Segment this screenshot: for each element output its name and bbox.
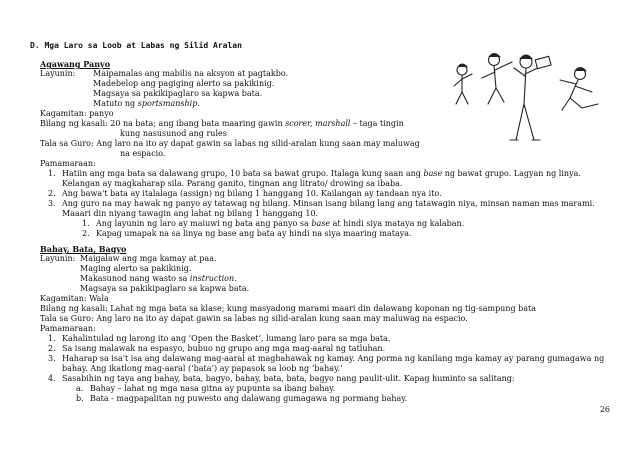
game2-title: Bahay, Bata, Bagyo bbox=[40, 244, 127, 254]
game2-tala: Tala sa Guro: Ang laro na ito ay dapat gawin sa labas ng silid-aralan kung saan may maluwag na espacio. bbox=[40, 314, 468, 323]
game1-layunin-4: Matuto ng sportsmanship. bbox=[93, 99, 200, 108]
game2-step: Sa isang malawak na espasyo, bubuo ng grupo ang mga mag-aaral ng tatluhan. bbox=[62, 344, 386, 353]
game1-step-num: 1. bbox=[48, 169, 56, 178]
game1-step: Hatiin ang mga bata sa dalawang grupo, 10 bata sa bawat grupo. Italaga kung saan ang base ng bawat grupo. Lagyan ng linya. bbox=[62, 169, 581, 178]
game1-bilang-cont: kung nasusunod ang rules bbox=[120, 129, 227, 138]
child-figure-left bbox=[454, 64, 472, 104]
game1-step: Ang bawa't bata ay italalaga (assign) ng bilang 1 hanggang 10. Kailangan ay tandaan nya ito. bbox=[62, 189, 442, 198]
game2-substep: Bahay – lahat ng mga nasa gitna ay pupunta sa ibang bahay. bbox=[90, 384, 336, 393]
children-playing-illustration bbox=[452, 48, 616, 146]
game2-step: Sasabihin ng taya ang bahay, bata, bagyo, bahay, bata, bata, bagyo nang paulit-ulit. Kapag huminto sa salitang: bbox=[62, 374, 515, 383]
game1-step: Ang guro na may hawak ng panyo ay tatawag ng bilang. Minsan isang bilang lang ang tatawagin niya, minsan naman mas marami. bbox=[62, 199, 595, 208]
game2-pamamaraan: Pamamaraan: bbox=[40, 324, 96, 333]
game2-substep-num: a. bbox=[76, 384, 84, 393]
game2-layunin-2: Maging alerto sa pakikinig. bbox=[80, 264, 192, 273]
child-figure-right bbox=[560, 68, 598, 111]
game2-step-num: 2. bbox=[48, 344, 56, 353]
game1-kagamitan: Kagamitan: panyo bbox=[40, 109, 114, 118]
game1-substep: Kapag umapak na sa linya ng base ang bata ay hindi na siya maaring mataya. bbox=[96, 229, 412, 238]
game1-substep-num: 2. bbox=[82, 229, 90, 238]
game2-layunin-4: Magsaya sa pakikipaglaro sa kapwa bata. bbox=[80, 284, 250, 293]
game1-bilang: Bilang ng kasali: 20 na bata; ang ibang bata maaring gawin scorer, marshall – taga tingin bbox=[40, 119, 404, 128]
game2-layunin-3: Makasunod nang wasto sa instruction. bbox=[80, 274, 237, 283]
game1-tala: Tala sa Guro: Ang laro na ito ay dapat gawin sa labas ng silid-aralan kung saan may maluwag bbox=[40, 139, 420, 148]
game1-title: Agawang Panyo bbox=[40, 59, 111, 69]
game2-substep: Bata - magpapalitan ng puwesto ang dalawang gumagawa ng pormang bahay. bbox=[90, 394, 408, 403]
game2-layunin-label: Layunin: bbox=[40, 254, 76, 263]
game1-step-num: 2. bbox=[48, 189, 56, 198]
game1-step-num: 3. bbox=[48, 199, 56, 208]
game2-substep-num: b. bbox=[76, 394, 84, 403]
game2-step: bahay. Ang ikatlong mag-aaral (‘bata’) ay papasok sa loob ng ‘bahay.’ bbox=[62, 364, 343, 373]
game1-pamamaraan: Pamamaraan: bbox=[40, 159, 96, 168]
game1-step: Maaari din niyang tawagin ang lahat ng bilang 1 hanggang 10. bbox=[62, 209, 319, 218]
section-heading: D. Mga Laro sa Loob at Labas ng Silid Aralan bbox=[30, 41, 242, 50]
game1-step: Kelangan ay magkaharap sila. Parang ganito, tingnan ang litrato/ drowing sa ibaba. bbox=[62, 179, 403, 188]
game1-substep-num: 1. bbox=[82, 219, 90, 228]
game2-step-num: 3. bbox=[48, 354, 56, 363]
game2-layunin-1: Maigalaw ang mga kamay at paa. bbox=[80, 254, 217, 263]
game1-layunin-2: Madebelop ang pagiging alerto sa pakikinig. bbox=[93, 79, 275, 88]
game2-step-num: 1. bbox=[48, 334, 56, 343]
child-figure-tall bbox=[510, 55, 551, 140]
game1-substep: Ang layunin ng laro ay maiuwi ng bata ang panyo sa base at hindi siya mataya ng kalaban. bbox=[96, 219, 465, 228]
game2-step-num: 4. bbox=[48, 374, 56, 383]
game1-layunin-1: Maipamalas ang mabilis na aksyon at pagtakbo. bbox=[93, 69, 289, 78]
game2-step: Kahalintulad ng larong ito ang ‘Open the Basket’, lumang laro para sa mga bata. bbox=[62, 334, 391, 343]
game2-bilang: Bilang ng kasali: Lahat ng mga bata sa klase; kung masyadong marami maari din dalawang koponan ng tig-sampung bata bbox=[40, 304, 537, 313]
game1-tala-cont: na espacio. bbox=[120, 149, 166, 158]
page-number: 26 bbox=[599, 405, 610, 414]
game2-kagamitan: Kagamitan: Wala bbox=[40, 294, 109, 303]
child-figure-reaching bbox=[482, 54, 512, 105]
game1-layunin-label: Layunin: bbox=[40, 69, 76, 78]
game1-layunin-3: Magsaya sa pakikipaglaro sa kapwa bata. bbox=[93, 89, 263, 98]
game2-step: Haharap sa isa't isa ang dalawang mag-aaral at maghahawak ng kamay. Ang porma ng kanilang mga kamay ay parang gumagawa ng bbox=[62, 354, 605, 363]
